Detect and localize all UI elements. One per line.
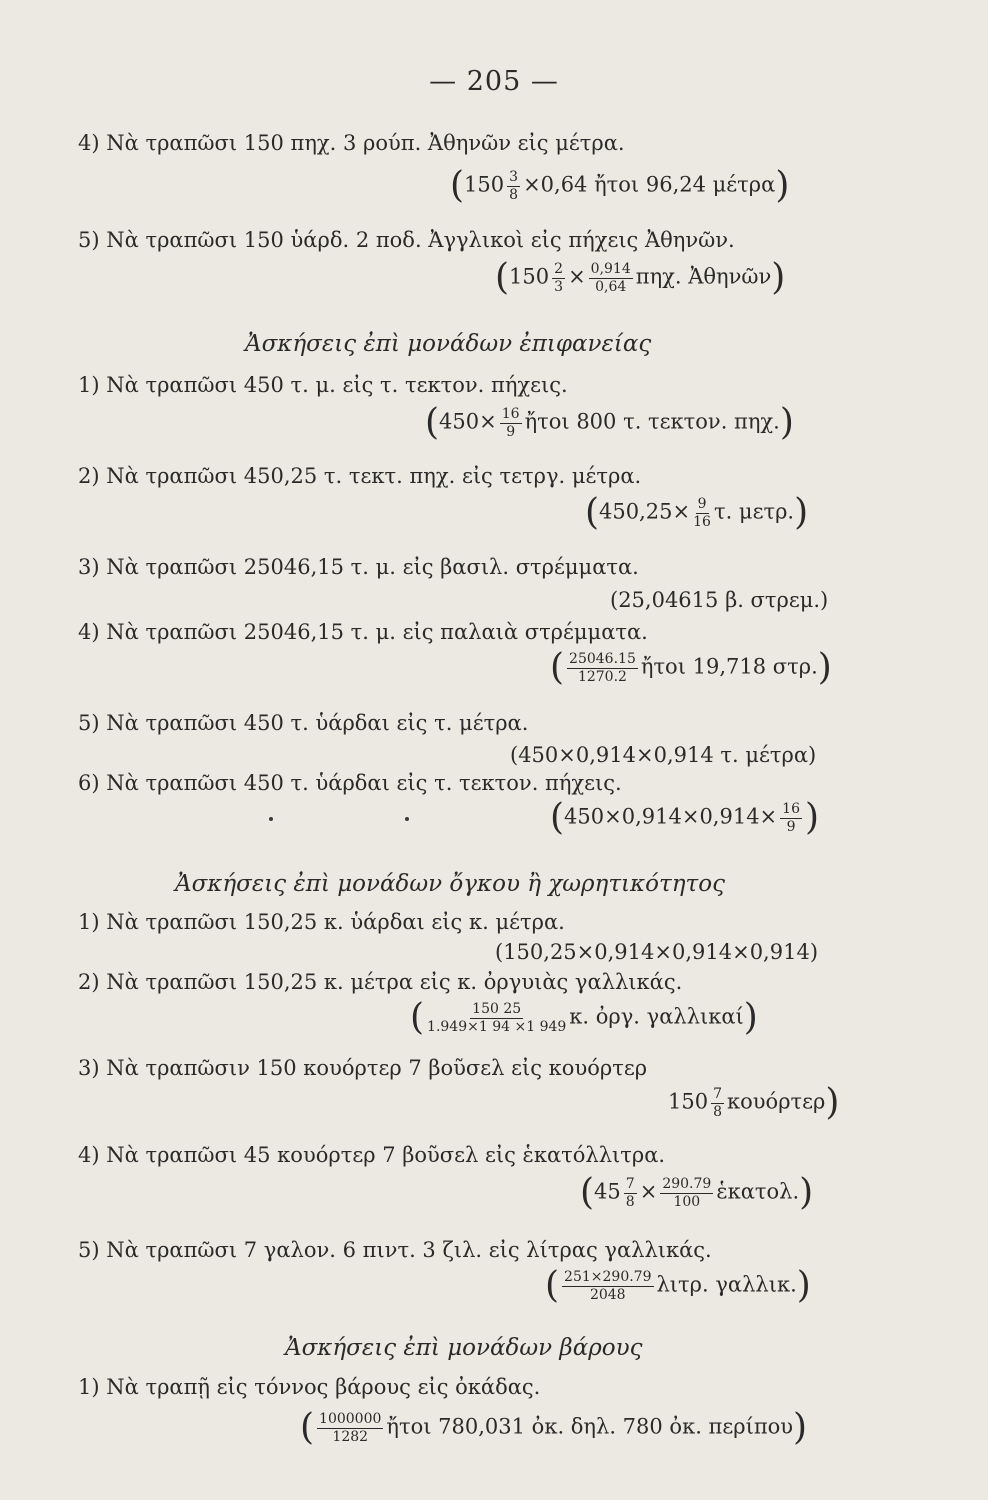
exercise-1-surface: 1) Νὰ τραπῶσι 450 τ. μ. εἰς τ. τεκτον. πήχεις. bbox=[78, 373, 568, 397]
exercise-2-volume-answer: ( $\frac{150 25}{1.949\times 1 94 \times 1 949}$ κ. ὀργ. γαλλικαί) bbox=[410, 997, 758, 1038]
section-heading-surface: Ἀσκήσεις ἐπὶ μονάδων ἐπιφανείας bbox=[245, 331, 652, 357]
fraction: $\frac{16}{9}$ bbox=[501, 405, 520, 440]
fraction: $\frac{7}{8}$ bbox=[713, 1085, 723, 1120]
page-number: — 205 — bbox=[429, 66, 559, 97]
exercise-2-surface: 2) Νὰ τραπῶσι 450,25 τ. τεκτ. πηχ. εἰς τετργ. μέτρα. bbox=[78, 464, 642, 488]
exercise-5-surface-answer: (450×0,914×0,914 τ. μέτρα) bbox=[510, 743, 817, 767]
exercise-5-volume: 5) Νὰ τραπῶσι 7 γαλον. 6 πιντ. 3 ζιλ. εἰς λίτρας γαλλικάς. bbox=[78, 1238, 712, 1262]
fraction: $\frac{1000000}{1282}$ bbox=[319, 1410, 382, 1445]
exercise-5-linear: 5) Νὰ τραπῶσι 150 ὑάρδ. 2 ποδ. Ἀγγλικοὶ εἰς πήχεις Ἀθηνῶν. bbox=[78, 228, 735, 252]
fraction: $\frac{290.79}{100}$ bbox=[662, 1175, 712, 1210]
exercise-3-surface: 3) Νὰ τραπῶσι 25046,15 τ. μ. εἰς βασιλ. στρέμματα. bbox=[78, 555, 639, 579]
exercise-1-surface-answer: (450× $\frac{16}{9}$ ἤτοι 800 τ. τεκτον. πηχ.) bbox=[425, 402, 794, 443]
exercise-1-weight-answer: ( $\frac{1000000}{1282}$ ἤτοι 780,031 ὀκ. δηλ. 780 ὀκ. περίπου) bbox=[300, 1407, 808, 1448]
print-speck bbox=[269, 817, 273, 821]
section-heading-volume: Ἀσκήσεις ἐπὶ μονάδων ὄγκου ἢ χωρητικότητος bbox=[175, 871, 725, 897]
fraction: $\frac{9}{16}$ bbox=[693, 495, 711, 530]
fraction: $\frac{251\times 290.79}{2048}$ bbox=[564, 1268, 652, 1303]
exercise-2-surface-answer: (450,25× $\frac{9}{16}$ τ. μετρ.) bbox=[585, 492, 809, 533]
exercise-4-volume: 4) Νὰ τραπῶσι 45 κουόρτερ 7 βοῦσελ εἰς ἑκατόλλιτρα. bbox=[78, 1143, 666, 1167]
exercise-1-volume-answer: (150,25×0,914×0,914×0,914) bbox=[495, 940, 819, 964]
exercise-1-weight: 1) Νὰ τραπῇ εἰς τόννος βάρους εἰς ὀκάδας. bbox=[78, 1375, 541, 1399]
exercise-3-volume: 3) Νὰ τραπῶσιν 150 κουόρτερ 7 βοῦσελ εἰς κουόρτερ bbox=[78, 1056, 648, 1080]
fraction: $\frac{2}{3}$ bbox=[554, 260, 564, 295]
exercise-6-surface-answer: (450×0,914×0,914× $\frac{16}{9}$ ) bbox=[550, 797, 820, 838]
exercise-4-surface: 4) Νὰ τραπῶσι 25046,15 τ. μ. εἰς παλαιὰ στρέμματα. bbox=[78, 620, 648, 644]
exercise-4-linear: 4) Νὰ τραπῶσι 150 πηχ. 3 ρούπ. Ἀθηνῶν εἰς μέτρα. bbox=[78, 131, 625, 155]
exercise-5-volume-answer: ( $\frac{251\times 290.79}{2048}$ λιτρ. γαλλικ.) bbox=[545, 1265, 811, 1306]
exercise-4-linear-answer: (150 $\frac{3}{8}$ ×0,64 ἤτοι 96,24 μέτρα) bbox=[450, 165, 790, 206]
exercise-3-volume-answer: 150 $\frac{7}{8}$ κουόρτερ) bbox=[668, 1082, 840, 1123]
fraction: $\frac{7}{8}$ bbox=[625, 1175, 635, 1210]
print-speck bbox=[405, 817, 409, 821]
exercise-4-surface-answer: ( $\frac{25046.15}{1270.2}$ ἤτοι 19,718 στρ.) bbox=[550, 647, 832, 688]
exercise-1-volume: 1) Νὰ τραπῶσι 150,25 κ. ὑάρδαι εἰς κ. μέτρα. bbox=[78, 910, 565, 934]
exercise-3-surface-answer: (25,04615 β. στρεμ.) bbox=[610, 588, 829, 612]
section-heading-weight: Ἀσκήσεις ἐπὶ μονάδων βάρους bbox=[285, 1335, 643, 1361]
fraction: $\frac{0,914}{0,64}$ bbox=[590, 260, 631, 295]
fraction: $\frac{16}{9}$ bbox=[782, 800, 800, 835]
exercise-2-volume: 2) Νὰ τραπῶσι 150,25 κ. μέτρα εἰς κ. ὀργυιὰς γαλλικάς. bbox=[78, 970, 683, 994]
fraction: $\frac{25046.15}{1270.2}$ bbox=[569, 650, 636, 685]
exercise-5-surface: 5) Νὰ τραπῶσι 450 τ. ὑάρδαι εἰς τ. μέτρα. bbox=[78, 711, 529, 735]
fraction: $\frac{3}{8}$ bbox=[509, 168, 519, 203]
exercise-6-surface: 6) Νὰ τραπῶσι 450 τ. ὑάρδαι εἰς τ. τεκτον. πήχεις. bbox=[78, 771, 622, 795]
exercise-4-volume-answer: (45 $\frac{7}{8}$ × $\frac{290.79}{100}$ ἑκατολ.) bbox=[580, 1172, 814, 1213]
exercise-5-linear-answer: (150 $\frac{2}{3}$ × $\frac{0,914}{0,64}$ πηχ. Ἀθηνῶν) bbox=[495, 257, 786, 298]
fraction: $\frac{150 25}{1.949\times 1 94 \times 1 949}$ bbox=[427, 1000, 567, 1035]
